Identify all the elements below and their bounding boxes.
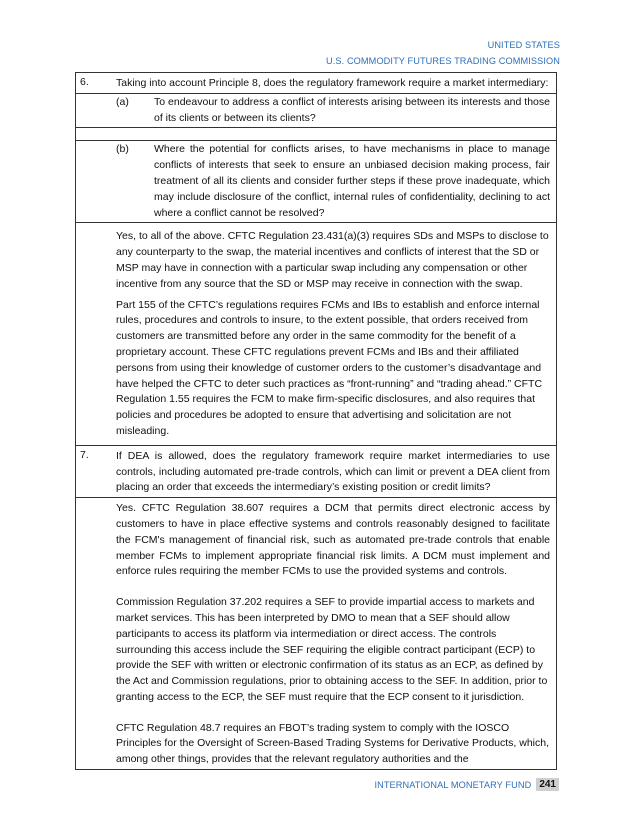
q7-answer-paragraph-3: CFTC Regulation 48.7 requires an FBOT’s trading system to comply with the IOSCO Principles for the Oversight of Screen-Based Trading Systems for Derivative Products, which, among other things, provides that the relevant regulatory authorities and the	[116, 721, 550, 766]
q7-answer-paragraph-1: Yes. CFTC Regulation 38.607 requires a DCM that permits direct electronic access by customers to have in place effective systems and controls reasonably designed to facilitate the FCM's management of financial risk, such as automated pre-trade controls that enable member FCMs to implement appropriate financial risk limits. A DCM must implement and enforce rules requiring the member FCMs to use the provided systems and controls.	[116, 502, 550, 578]
q7-question-text: If DEA is allowed, does the regulatory framework require market intermediaries to use controls, including automated pre-trade controls, which can limit or prevent a DEA client from placing an order that exceeds the intermediary’s existing position or credit limits?	[116, 449, 550, 494]
q7-answer-paragraph-2: Commission Regulation 37.202 requires a SEF to provide impartial access to markets and market services. This has been interpreted by DMO to mean that a SEF should allow participants to access its platform via intermediation or direct access. The controls surrounding this access include the SEF requiring the eligible contract participant (ECP) to provide the SEF with written or electronic confirmation of its status as an ECP, as defined by the Act and Commission regulations, prior to obtaining access to the SEF. In addition, prior to granting access to the ECP, the SEF must require that the ECP consent to it jurisdiction.	[116, 596, 548, 703]
q7-question-row	[76, 445, 556, 497]
q6-answer-paragraph-1: Yes, to all of the above. CFTC Regulation 23.431(a)(3) requires SDs and MSPs to disclose to any counterparty to the swap, the material incentives and conflicts of interest that the SD or MSP may have in connection with a particular swap including any compensation or other incentive from any source that the SD or MSP may receive in connection with the swap.	[116, 230, 549, 290]
q6-question-text: Taking into account Principle 8, does the regulatory framework require a market intermediary:	[116, 77, 549, 89]
q6b-text: Where the potential for conflicts arises, to have mechanisms in place to manage conflicts of interests that seek to ensure an unbiased decision making process, fair treatment of all its clients and consider further steps if these prove inadequate, which may include disclosure of the conflict, internal rules of confidentiality, declining to act where a conflict cannot be resolved?	[154, 143, 550, 219]
q6-answer-row	[76, 222, 556, 439]
header-agency: U.S. COMMODITY FUTURES TRADING COMMISSION	[326, 56, 560, 66]
q7-answer-row	[76, 497, 556, 768]
q7-number: 7.	[80, 448, 89, 461]
q6-spacer-row	[76, 127, 556, 140]
page-footer	[374, 778, 559, 791]
q6-answer-paragraph-2: Part 155 of the CFTC’s regulations requires FCMs and IBs to establish and enforce internal rules, procedures and controls to insure, to the extent possible, that orders received from customers are transmitted before any order in the same commodity for the benefit of a proprietary account. These CFTC regulations prevent FCMs and IBs and their affiliated persons from using their knowledge of customer orders to the customer’s disadvantage and have helped the CFTC to deter such practices as “front-running” and “trading ahead.” CFTC Regulation 1.55 requires the FCM to make firm-specific disclosures, and also requires that policies and procedures be adopted to ensure that advertising and solicitation are not misleading.	[116, 298, 543, 437]
q6b-label: (b)	[116, 143, 129, 156]
q6-number: 6.	[80, 76, 89, 88]
q6b-row	[76, 140, 556, 222]
q6a-label: (a)	[116, 95, 129, 108]
q6a-row	[76, 93, 556, 128]
q6a-text: To endeavour to address a conflict of interests arising between its interests and those of its clients or between its clients?	[154, 95, 550, 124]
q6-question-row	[76, 72, 556, 93]
footer-org: INTERNATIONAL MONETARY FUND	[374, 779, 532, 790]
questionnaire-table	[75, 72, 557, 770]
header-country: UNITED STATES	[487, 40, 560, 50]
page-number: 241	[536, 778, 559, 791]
